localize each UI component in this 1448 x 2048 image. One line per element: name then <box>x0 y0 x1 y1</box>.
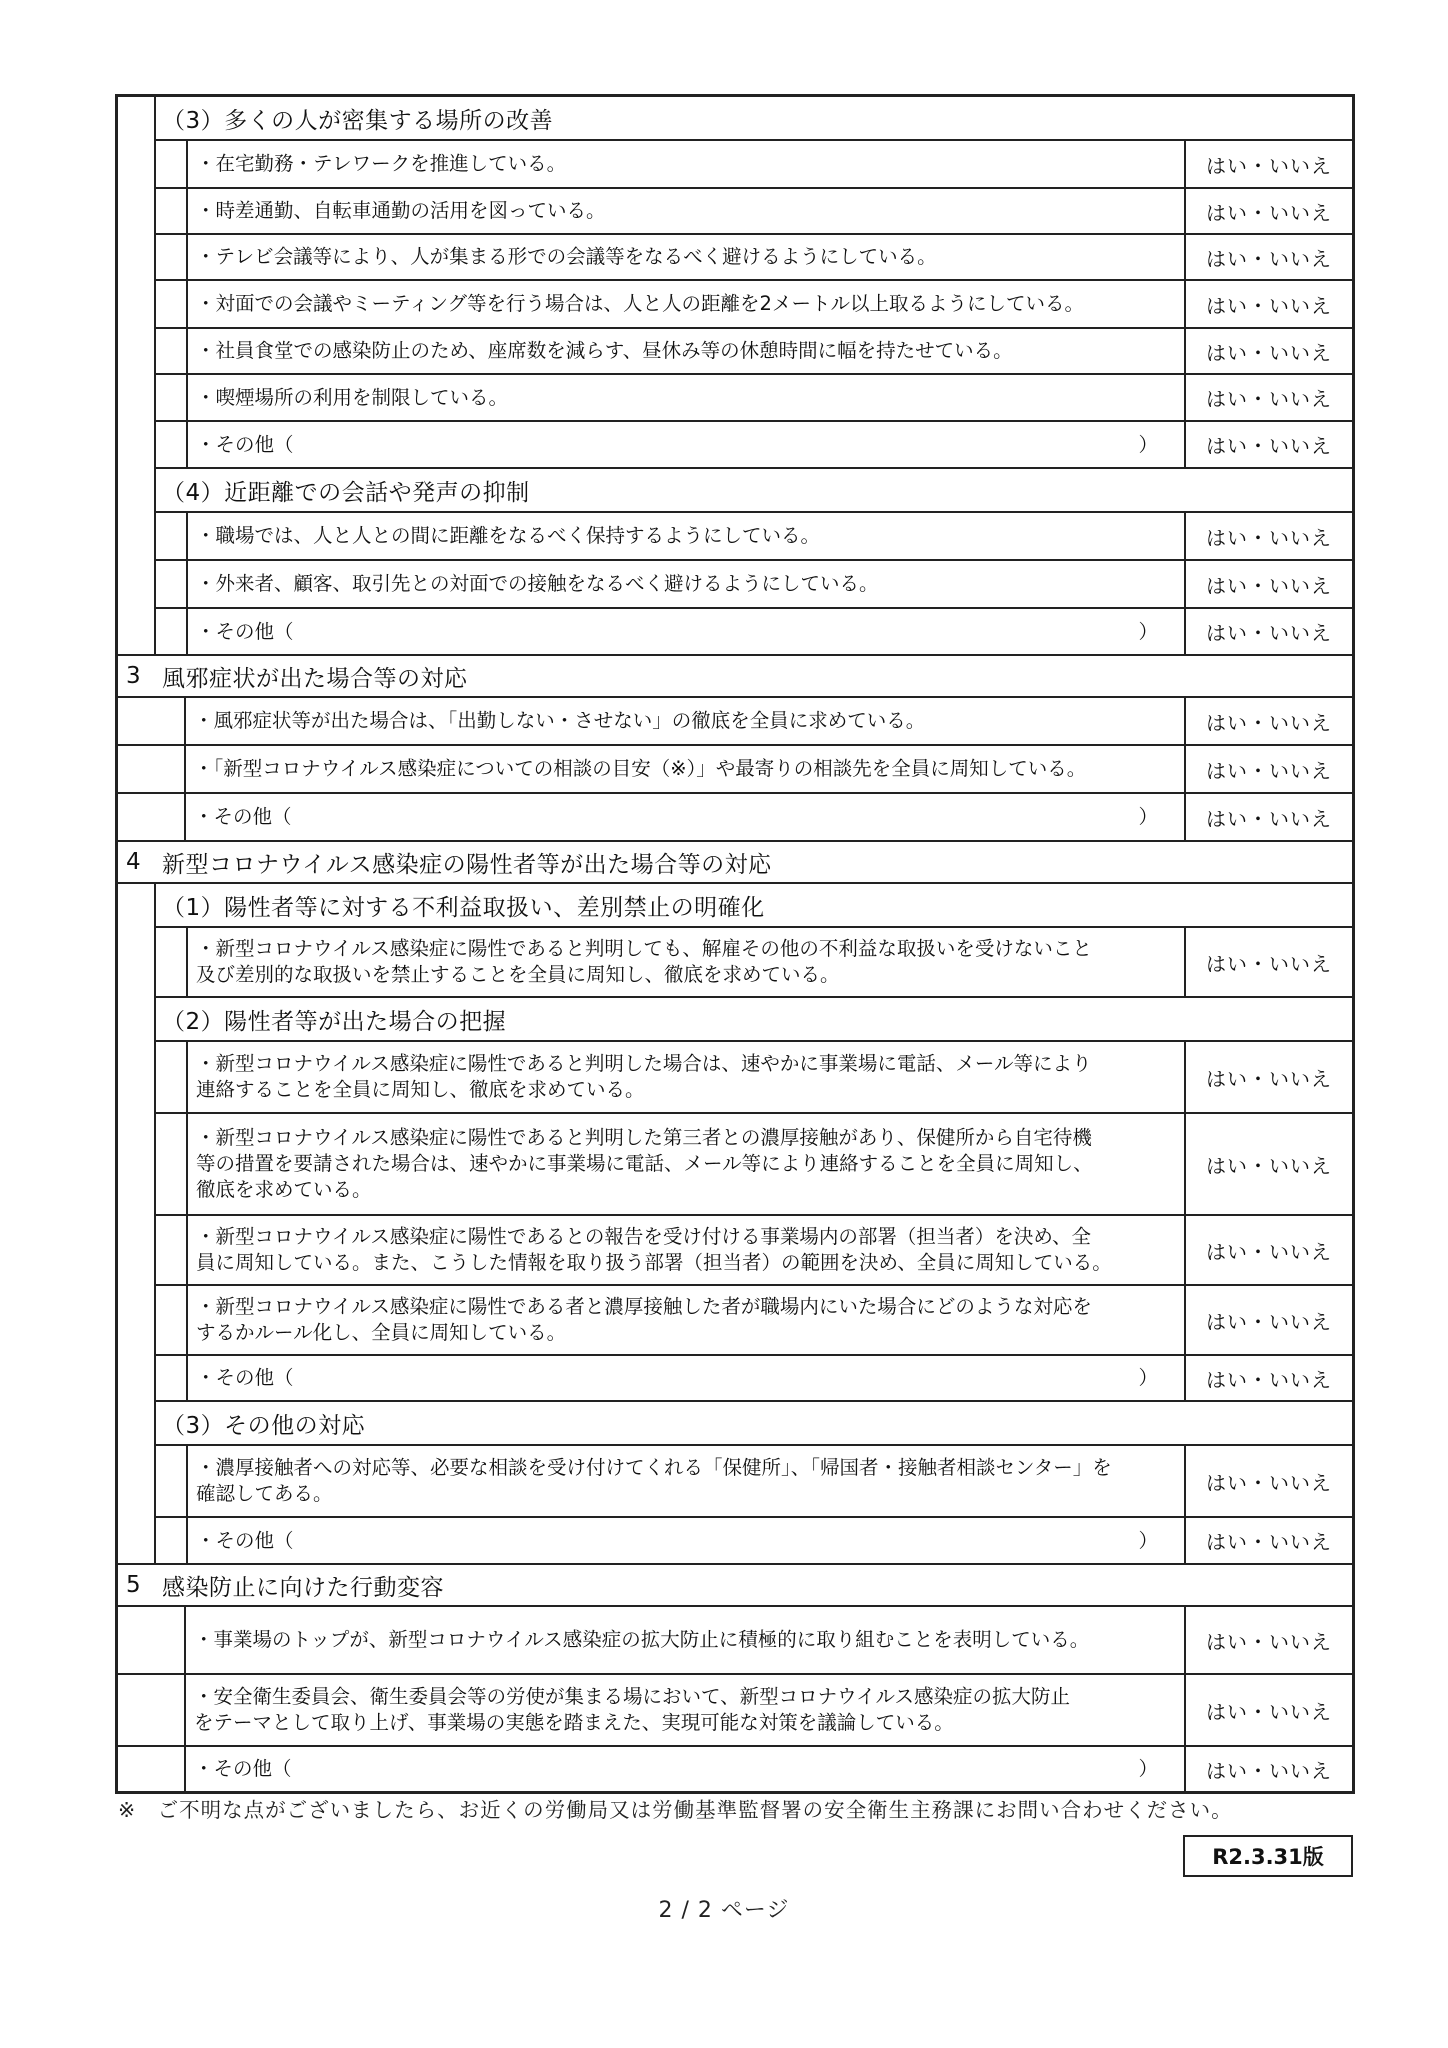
section-3-heading <box>118 654 1352 696</box>
yes-no-option[interactable]: はい・いいえ <box>1206 710 1332 735</box>
section-4-heading <box>118 840 1352 882</box>
item-text: ・在宅勤務・テレワークを推進している。 <box>186 141 1186 187</box>
yes-no-option[interactable]: はい・いいえ <box>1206 1699 1332 1724</box>
other-close: ） <box>1138 432 1158 456</box>
item-text: ・濃厚接触者への対応等、必要な相談を受け付けてくれる「保健所」、「帰国者・接触者相談センター」を 確認してある。 <box>186 1446 1186 1516</box>
yes-no-option[interactable]: はい・いいえ <box>1206 1309 1332 1334</box>
checklist-row <box>156 1112 1352 1214</box>
yes-no-option[interactable]: はい・いいえ <box>1206 621 1332 645</box>
yes-no-option[interactable]: はい・いいえ <box>1206 1530 1332 1554</box>
other-label: ・その他（ <box>196 1366 294 1389</box>
yes-no-option[interactable]: はい・いいえ <box>1206 525 1332 550</box>
item-text: ・風邪症状等が出た場合は、「出勤しない・させない」の徹底を全員に求めている。 <box>184 698 1186 744</box>
checklist-row <box>118 1673 1352 1745</box>
subsection-title: （1）陽性者等に対する不利益取扱い、差別禁止の明確化 <box>162 894 765 921</box>
yes-no-option[interactable]: はい・いいえ <box>1206 387 1332 411</box>
item-text: ・喫煙場所の利用を制限している。 <box>186 375 1186 420</box>
checklist-row <box>156 187 1352 233</box>
section-5-heading <box>118 1563 1352 1605</box>
section-2-continued <box>118 97 1352 654</box>
version-badge: R2.3.31版 <box>1183 1835 1353 1877</box>
yes-no-option[interactable]: はい・いいえ <box>1206 758 1332 783</box>
other-row <box>156 420 1352 467</box>
other-close: ） <box>1138 1757 1158 1780</box>
item-text: ・社員食堂での感染防止のため、座席数を減らす、昼休み等の休憩時間に幅を持たせている。 <box>186 329 1186 373</box>
section-number: 5 <box>126 1572 142 1598</box>
other-row <box>156 1516 1352 1563</box>
other-label: ・その他（ <box>196 432 294 456</box>
other-label: ・その他（ <box>194 805 292 828</box>
other-label: ・その他（ <box>196 1528 294 1552</box>
checklist-row <box>156 279 1352 327</box>
item-text: ・外来者、顧客、取引先との対面での接触をなるべく避けるようにしている。 <box>186 561 1186 607</box>
checklist-row <box>118 696 1352 744</box>
item-text: ・新型コロナウイルス感染症に陽性である者と濃厚接触した者が職場内にいた場合にどのような対応を するかルール化し、全員に周知している。 <box>186 1286 1186 1354</box>
item-text: ・職場では、人と人との間に距離をなるべく保持するようにしている。 <box>186 513 1186 559</box>
checklist-row <box>156 1214 1352 1284</box>
yes-no-option[interactable]: はい・いいえ <box>1206 200 1332 225</box>
checklist-table <box>115 94 1355 1794</box>
yes-no-option[interactable]: はい・いいえ <box>1206 1367 1332 1392</box>
yes-no-option[interactable]: はい・いいえ <box>1206 1239 1332 1264</box>
item-text: ・新型コロナウイルス感染症に陽性であるとの報告を受け付ける事業場内の部署（担当者）を決め、全 員に周知している。また、こうした情報を取り扱う部署（担当者）の範囲を決め、全員に周知している。 <box>186 1216 1186 1284</box>
item-text: ・事業場のトップが、新型コロナウイルス感染症の拡大防止に積極的に取り組むことを表明している。 <box>184 1607 1186 1673</box>
other-row <box>118 792 1352 840</box>
checklist-row <box>156 1444 1352 1516</box>
checklist-row <box>156 926 1352 996</box>
section-number: 3 <box>126 663 142 689</box>
yes-no-option[interactable]: はい・いいえ <box>1206 246 1332 271</box>
other-label: ・その他（ <box>194 1757 292 1780</box>
yes-no-option[interactable]: はい・いいえ <box>1206 1470 1332 1495</box>
checklist-row <box>156 1284 1352 1354</box>
subsection-title: （3）その他の対応 <box>156 1400 1352 1444</box>
other-label: ・その他（ <box>196 619 294 643</box>
yes-no-option[interactable]: はい・いいえ <box>1206 573 1332 598</box>
item-text: ・対面での会議やミーティング等を行う場合は、人と人の距離を2メートル以上取るようにしている。 <box>186 281 1186 327</box>
checklist-row <box>118 744 1352 792</box>
other-close: ） <box>1138 805 1158 828</box>
other-close: ） <box>1138 1528 1158 1552</box>
checklist-row <box>118 1605 1352 1673</box>
checklist-row <box>156 139 1352 187</box>
subsection-title: （4）近距離での会話や発声の抑制 <box>156 467 1352 511</box>
other-row <box>156 607 1352 654</box>
checklist-row <box>156 1040 1352 1112</box>
other-row <box>156 1354 1352 1400</box>
item-text: ・安全衛生委員会、衛生委員会等の労使が集まる場において、新型コロナウイルス感染症の拡大防止 をテーマとして取り上げ、事業場の実態を踏まえた、実現可能な対策を議論している。 <box>184 1675 1186 1745</box>
section-title: 新型コロナウイルス感染症の陽性者等が出た場合等の対応 <box>162 851 772 878</box>
item-text: ・「新型コロナウイルス感染症についての相談の目安（※）」や最寄りの相談先を全員に周知している。 <box>184 746 1186 792</box>
yes-no-option[interactable]: はい・いいえ <box>1206 293 1332 318</box>
page-number: 2 / 2 ページ <box>658 1898 790 1923</box>
footnote: ※ ご不明な点がございましたら、お近くの労働局又は労働基準監督署の安全衛生主務課にお問い合わせください。 <box>118 1798 1233 1822</box>
other-close: ） <box>1138 619 1158 643</box>
yes-no-option[interactable]: はい・いいえ <box>1206 806 1332 831</box>
checklist-row <box>156 559 1352 607</box>
yes-no-option[interactable]: はい・いいえ <box>1206 1629 1332 1654</box>
section-title: 風邪症状が出た場合等の対応 <box>162 665 468 692</box>
item-text: ・時差通勤、自転車通勤の活用を図っている。 <box>186 189 1186 233</box>
checklist-row <box>156 327 1352 373</box>
yes-no-option[interactable]: はい・いいえ <box>1206 153 1332 178</box>
section-4-body <box>118 882 1352 1563</box>
yes-no-option[interactable]: はい・いいえ <box>1206 434 1332 458</box>
section-title: 感染防止に向けた行動変容 <box>162 1574 444 1601</box>
yes-no-option[interactable]: はい・いいえ <box>1206 1153 1332 1178</box>
yes-no-option[interactable]: はい・いいえ <box>1206 951 1332 976</box>
subsection-title: （3）多くの人が密集する場所の改善 <box>162 107 554 134</box>
yes-no-option[interactable]: はい・いいえ <box>1206 1758 1332 1783</box>
yes-no-option[interactable]: はい・いいえ <box>1206 1066 1332 1091</box>
other-row <box>118 1745 1352 1791</box>
section-number: 4 <box>126 849 142 875</box>
yes-no-option[interactable]: はい・いいえ <box>1206 340 1332 365</box>
item-text: ・新型コロナウイルス感染症に陽性であると判明した場合は、速やかに事業場に電話、メール等により 連絡することを全員に周知し、徹底を求めている。 <box>186 1042 1186 1112</box>
item-text: ・新型コロナウイルス感染症に陽性であると判明しても、解雇その他の不利益な取扱いを受けないこと 及び差別的な取扱いを禁止することを全員に周知し、徹底を求めている。 <box>186 928 1186 996</box>
item-text: ・テレビ会議等により、人が集まる形での会議等をなるべく避けるようにしている。 <box>186 235 1186 279</box>
subsection-title: （2）陽性者等が出た場合の把握 <box>156 996 1352 1040</box>
checklist-row <box>156 373 1352 420</box>
other-close: ） <box>1138 1366 1158 1389</box>
checklist-row <box>156 511 1352 559</box>
checklist-row <box>156 233 1352 279</box>
item-text: ・新型コロナウイルス感染症に陽性であると判明した第三者との濃厚接触があり、保健所から自宅待機 等の措置を要請された場合は、速やかに事業場に電話、メール等により連絡することを全員に周知し、 徹底を求めている。 <box>186 1114 1186 1214</box>
